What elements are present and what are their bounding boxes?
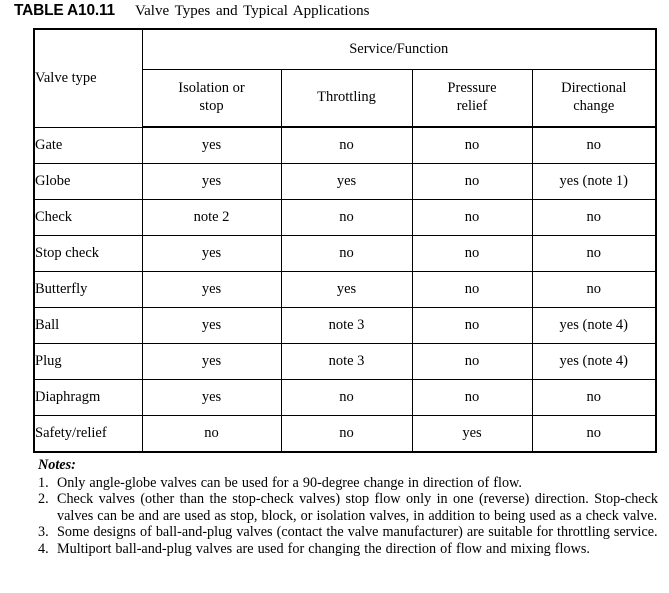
header-isolation-line2: stop [199, 98, 224, 114]
notes-title: Notes: [38, 457, 76, 473]
note-text: Check valves (other than the stop-check valves) stop flow only in one (reverse) direction. Stop-check valves can be and are used as stop, block, or isolation valves, in addition to being used as a check valve. [57, 491, 658, 524]
cell-plug-pressure: no [412, 344, 532, 380]
table-row [34, 380, 656, 416]
note-item [38, 524, 658, 541]
cell-globe-pressure: no [412, 164, 532, 200]
cell-diaphragm-isolation: yes [142, 380, 281, 416]
cell-butterfly-pressure: no [412, 272, 532, 308]
header-throttling-line1: Throttling [317, 89, 376, 106]
cell-safety-relief-pressure: yes [412, 416, 532, 453]
row-label-safety-relief: Safety/relief [34, 416, 142, 453]
row-label-diaphragm: Diaphragm [34, 380, 142, 416]
row-label-gate: Gate [34, 127, 142, 164]
cell-safety-relief-throttling: no [281, 416, 412, 453]
cell-stop-check-isolation: yes [142, 236, 281, 272]
table-row [34, 308, 656, 344]
cell-ball-throttling: note 3 [281, 308, 412, 344]
cell-butterfly-throttling: yes [281, 272, 412, 308]
note-text: Multiport ball-and-plug valves are used for changing the direction of flow and mixing flows. [57, 541, 590, 558]
cell-safety-relief-directional: no [532, 416, 656, 453]
valve-types-table [33, 28, 657, 453]
table-header-group-row [34, 29, 656, 70]
note-number: 1. [38, 474, 49, 491]
table-caption [14, 2, 369, 20]
cell-plug-throttling: note 3 [281, 344, 412, 380]
header-isolation-line1: Isolation or [178, 80, 245, 97]
notes-block [38, 457, 658, 558]
note-item [38, 475, 658, 492]
row-label-check: Check [34, 200, 142, 236]
cell-butterfly-directional: no [532, 272, 656, 308]
row-label-ball: Ball [34, 308, 142, 344]
header-cell-valve-type: Valve type [34, 29, 142, 127]
table-row [34, 164, 656, 200]
table-caption-text: Valve Types and Typical Applications [134, 3, 370, 19]
table-row [34, 236, 656, 272]
cell-safety-relief-isolation: no [142, 416, 281, 453]
table-caption-label: TABLE A10.11 [14, 2, 115, 19]
cell-gate-isolation: yes [142, 127, 281, 164]
row-label-butterfly: Butterfly [34, 272, 142, 308]
cell-plug-directional: yes (note 4) [532, 344, 656, 380]
cell-diaphragm-directional: no [532, 380, 656, 416]
note-number: 3. [38, 524, 49, 541]
table-row [34, 272, 656, 308]
cell-gate-throttling: no [281, 127, 412, 164]
note-item [38, 491, 658, 524]
cell-globe-directional: yes (note 1) [532, 164, 656, 200]
note-number: 2. [38, 491, 49, 508]
cell-ball-isolation: yes [142, 308, 281, 344]
note-number: 4. [38, 541, 49, 558]
table-row [34, 344, 656, 380]
cell-stop-check-pressure: no [412, 236, 532, 272]
cell-plug-isolation: yes [142, 344, 281, 380]
cell-check-pressure: no [412, 200, 532, 236]
cell-check-directional: no [532, 200, 656, 236]
row-label-plug: Plug [34, 344, 142, 380]
cell-gate-pressure: no [412, 127, 532, 164]
header-cell-directional-change [532, 70, 656, 128]
cell-diaphragm-pressure: no [412, 380, 532, 416]
cell-ball-directional: yes (note 4) [532, 308, 656, 344]
table-row [34, 127, 656, 164]
cell-check-isolation: note 2 [142, 200, 281, 236]
cell-stop-check-directional: no [532, 236, 656, 272]
header-pressure-line1: Pressure [447, 80, 497, 97]
note-item [38, 541, 658, 558]
cell-globe-isolation: yes [142, 164, 281, 200]
header-directional-line1: Directional [561, 80, 627, 97]
header-pressure-line2: relief [456, 98, 488, 114]
table-row [34, 200, 656, 236]
note-text: Some designs of ball-and-plug valves (contact the valve manufacturer) are suitable for throttling service. [57, 524, 658, 541]
row-label-stop-check: Stop check [34, 236, 142, 272]
header-directional-line2: change [573, 98, 615, 114]
cell-butterfly-isolation: yes [142, 272, 281, 308]
cell-globe-throttling: yes [281, 164, 412, 200]
cell-gate-directional: no [532, 127, 656, 164]
header-cell-service-function: Service/Function [142, 29, 656, 70]
cell-stop-check-throttling: no [281, 236, 412, 272]
table-row [34, 416, 656, 453]
row-label-globe: Globe [34, 164, 142, 200]
cell-diaphragm-throttling: no [281, 380, 412, 416]
cell-ball-pressure: no [412, 308, 532, 344]
note-text: Only angle-globe valves can be used for a 90-degree change in direction of flow. [57, 474, 522, 491]
header-cell-throttling [281, 70, 412, 128]
header-cell-pressure-relief [412, 70, 532, 128]
header-cell-isolation [142, 70, 281, 128]
cell-check-throttling: no [281, 200, 412, 236]
